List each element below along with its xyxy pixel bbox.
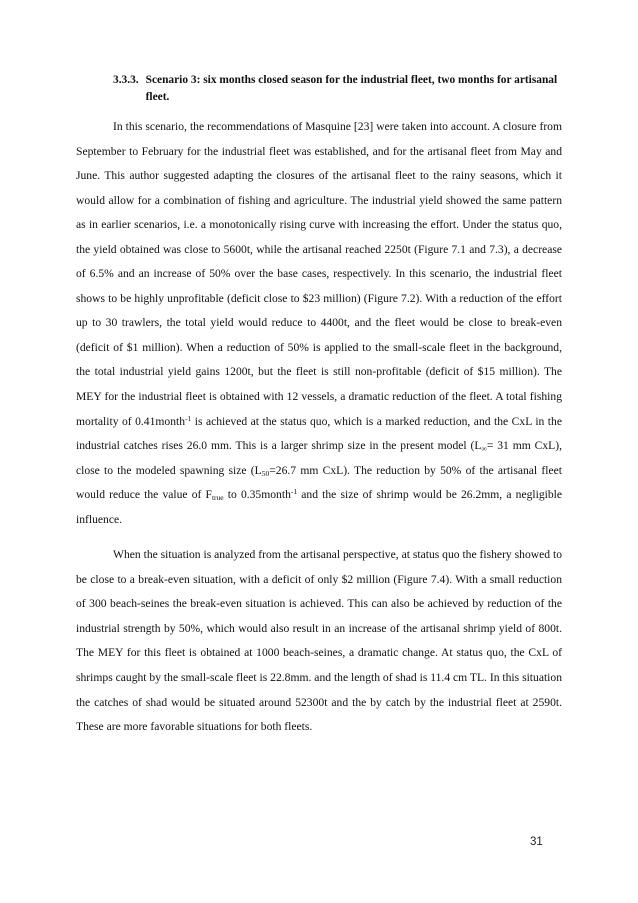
- paragraph-text-f: and the size of shrimp would be 26.2mm, a negligible influence.: [76, 488, 563, 526]
- page-body: [76, 72, 562, 740]
- paragraph-scenario-description: [76, 115, 562, 532]
- subscript-infinity: ∞: [481, 444, 487, 454]
- superscript-month-inverse-2: -1: [290, 487, 298, 497]
- paragraph-artisanal-perspective: [76, 543, 562, 739]
- section-title: Scenario 3: six months closed season for the industrial fleet, two months for artisanal fleet.: [145, 74, 558, 103]
- section-heading: [113, 72, 562, 106]
- paragraph-2-text: When the situation is analyzed from the artisanal perspective, at status quo the fishery showed to be close to a break-even situation, with a deficit of only $2 million (Figure 7.4). With a small reduction of 300 beach-seines the break-even situation is achieved. This can also be achieved by reduction of the industrial strength by 50%, which would also result in an increase of the artisanal shrimp yield of 800t. The MEY for this fleet is obtained at 1000 beach-seines, a dramatic change. At status quo, the CxL of shrimps caught by the small-scale fleet is 22.8mm. and the length of shad is 11.4 cm TL. In this situation the catches of shad would be situated around 52300t and the by catch by the industrial fleet at 2590t. These are more favorable situations for both fleets.: [76, 548, 562, 734]
- page-number: 31: [530, 836, 543, 848]
- paragraph-text-a: In this scenario, the recommendations of Masquine [23] were taken into account. A closure from September to February for the industrial fleet was established, and for the artisanal fleet from May and June. This author suggested adapting the closures of the artisanal fleet to the rainy seasons, which it would allow for a combination of fishing and agriculture. The industrial yield showed the same pattern as in earlier scenarios, i.e. a monotonically rising curve with increasing the effort. Under the status quo, the yield obtained was close to 5600t, while the artisanal reached 2250t (Figure 7.1 and 7.3), a decrease of 6.5% and an increase of 50% over the base cases, respectively. In this scenario, the industrial fleet shows to be highly unprofitable (deficit close to $23 million) (Figure 7.2). With a reduction of the effort up to 30 trawlers, the total yield would reduce to 4400t, and the fleet would be close to break-even (deficit of $1 million). When a reduction of 50% is applied to the small-scale fleet in the background, the total industrial yield gains 1200t, but the fleet is still non-profitable (deficit of $15 million). The MEY for the industrial fleet is obtained with 12 vessels, a dramatic reduction of the fleet. A total fishing mortality of 0.41month: [76, 120, 562, 428]
- superscript-month-inverse: -1: [185, 413, 192, 423]
- paragraph-text-e: to 0.35month: [223, 488, 291, 502]
- section-number: 3.3.3.: [113, 74, 139, 86]
- subscript-true: true: [211, 493, 224, 503]
- paragraph-text-b: is achieved at the status quo, which is a marked reduction, and the CxL in the industrial catches rises 26.0 mm. This is a larger shrimp size in the present model (L: [76, 414, 562, 453]
- paragraph-text-d: =26.7 mm CxL). The reduction by 50% of the artisanal fleet would reduce the value of F: [76, 463, 562, 502]
- paragraph-text-c: = 31 mm CxL), close to the modeled spawning size (L: [76, 439, 562, 477]
- subscript-50: 50: [261, 468, 270, 478]
